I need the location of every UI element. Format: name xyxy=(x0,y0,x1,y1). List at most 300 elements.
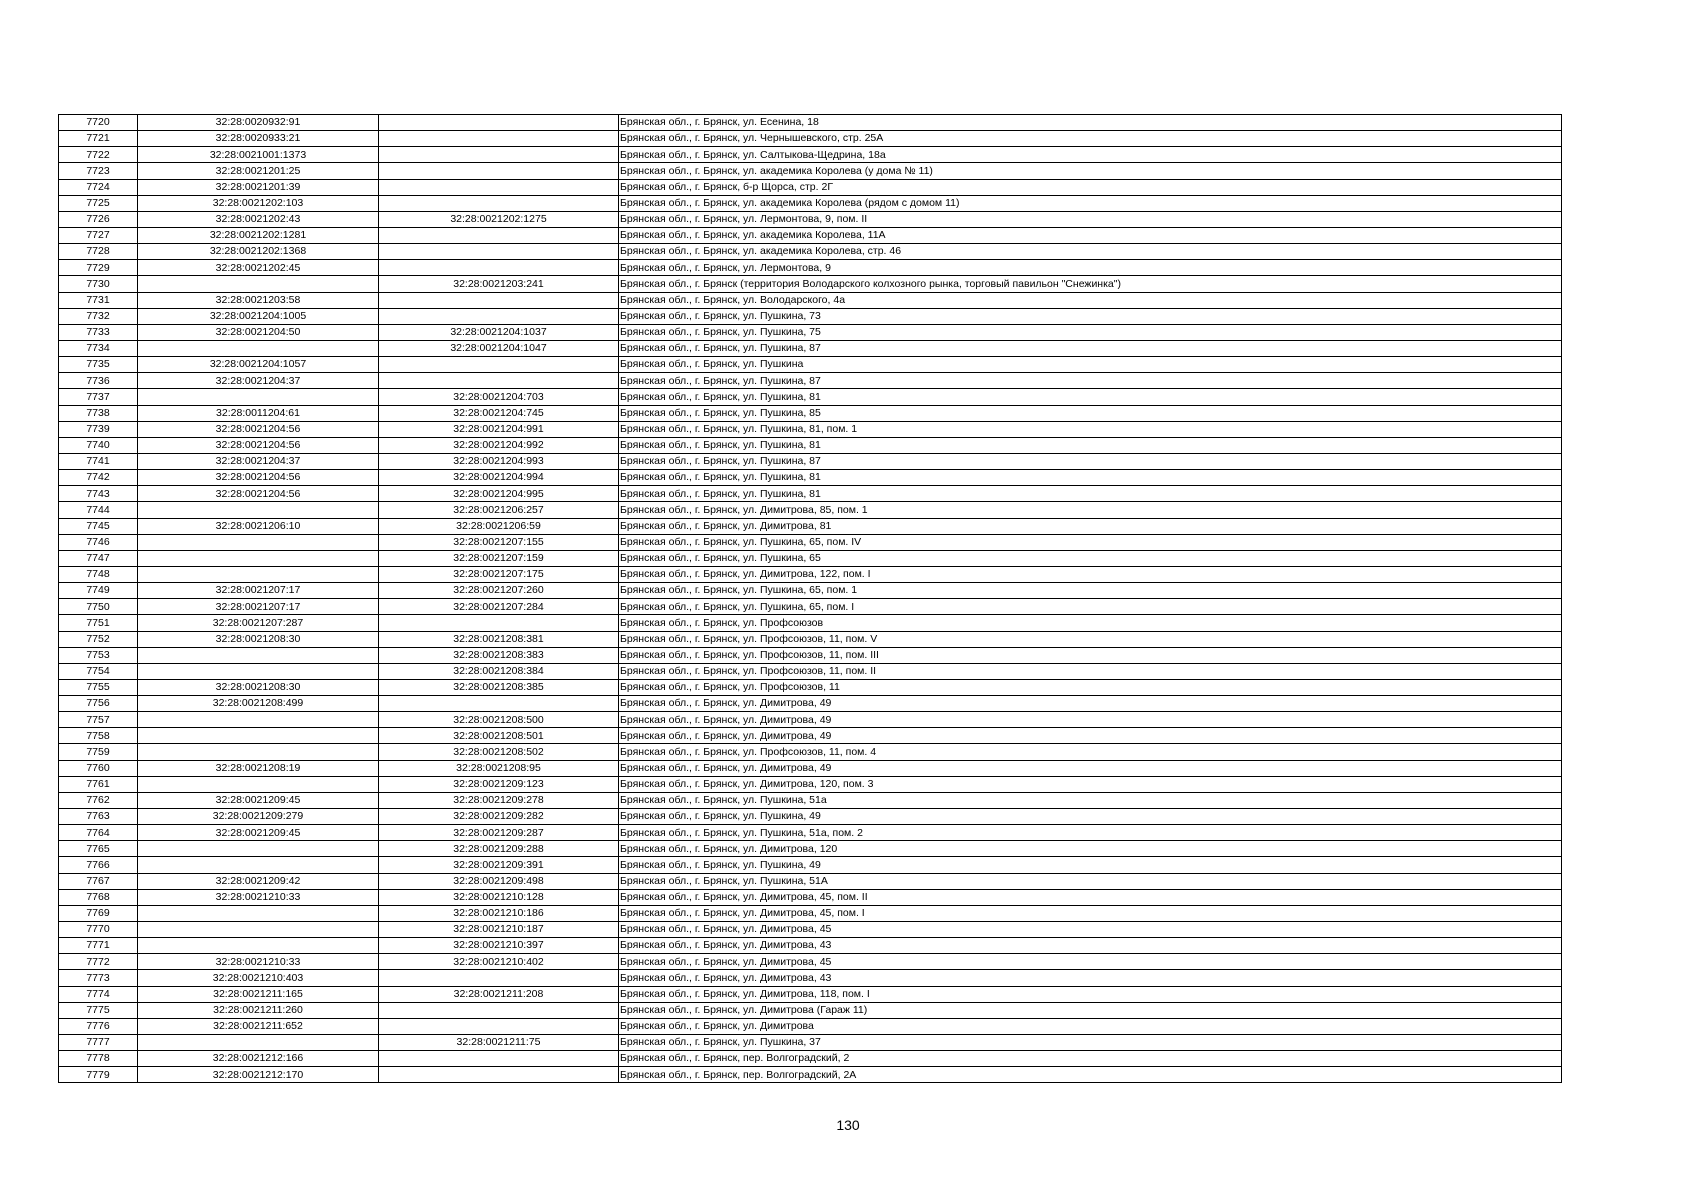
row-number-cell: 7739 xyxy=(59,421,138,437)
cadastral-number-cell: 32:28:0021202:1368 xyxy=(138,244,379,260)
row-number-cell: 7752 xyxy=(59,631,138,647)
building-cadastral-number-cell: 32:28:0021208:95 xyxy=(379,760,619,776)
building-cadastral-number-cell xyxy=(379,1051,619,1067)
table-row xyxy=(59,211,1562,227)
address-cell: Брянская обл., г. Брянск, ул. академика Королева, 11А xyxy=(619,227,1562,243)
cadastral-number-cell: 32:28:0021209:45 xyxy=(138,792,379,808)
building-cadastral-number-cell: 32:28:0021209:391 xyxy=(379,857,619,873)
row-number-cell: 7769 xyxy=(59,905,138,921)
table-row xyxy=(59,453,1562,469)
address-cell: Брянская обл., г. Брянск, ул. Лермонтова, 9 xyxy=(619,260,1562,276)
building-cadastral-number-cell xyxy=(379,131,619,147)
cadastral-number-cell: 32:28:0021209:279 xyxy=(138,809,379,825)
cadastral-number-cell: 32:28:0021208:19 xyxy=(138,760,379,776)
address-cell: Брянская обл., г. Брянск, ул. академика Королева (рядом с домом 11) xyxy=(619,195,1562,211)
building-cadastral-number-cell: 32:28:0021210:397 xyxy=(379,938,619,954)
row-number-cell: 7758 xyxy=(59,728,138,744)
row-number-cell: 7729 xyxy=(59,260,138,276)
row-number-cell: 7755 xyxy=(59,679,138,695)
address-cell: Брянская обл., г. Брянск, ул. Пушкина xyxy=(619,357,1562,373)
table-row xyxy=(59,566,1562,582)
row-number-cell: 7778 xyxy=(59,1051,138,1067)
address-cell: Брянская обл., г. Брянск, ул. академика Королева (у дома № 11) xyxy=(619,163,1562,179)
table-row xyxy=(59,502,1562,518)
building-cadastral-number-cell xyxy=(379,147,619,163)
cadastral-number-cell: 32:28:0021204:1005 xyxy=(138,308,379,324)
cadastral-number-cell: 32:28:0021204:56 xyxy=(138,421,379,437)
table-row xyxy=(59,696,1562,712)
building-cadastral-number-cell xyxy=(379,292,619,308)
building-cadastral-number-cell xyxy=(379,163,619,179)
row-number-cell: 7742 xyxy=(59,470,138,486)
address-cell: Брянская обл., г. Брянск, ул. Пушкина, 65 xyxy=(619,550,1562,566)
row-number-cell: 7777 xyxy=(59,1035,138,1051)
row-number-cell: 7764 xyxy=(59,825,138,841)
address-cell: Брянская обл., г. Брянск, ул. Димитрова, 45 xyxy=(619,922,1562,938)
table-row xyxy=(59,437,1562,453)
building-cadastral-number-cell: 32:28:0021210:187 xyxy=(379,922,619,938)
row-number-cell: 7773 xyxy=(59,970,138,986)
table-row xyxy=(59,679,1562,695)
row-number-cell: 7733 xyxy=(59,324,138,340)
cadastral-number-cell: 32:28:0021211:260 xyxy=(138,1002,379,1018)
row-number-cell: 7725 xyxy=(59,195,138,211)
building-cadastral-number-cell xyxy=(379,115,619,131)
building-cadastral-number-cell: 32:28:0021208:384 xyxy=(379,663,619,679)
building-cadastral-number-cell: 32:28:0021209:278 xyxy=(379,792,619,808)
building-cadastral-number-cell xyxy=(379,260,619,276)
address-cell: Брянская обл., г. Брянск, ул. Димитрова, 45, пом. I xyxy=(619,905,1562,921)
address-cell: Брянская обл., г. Брянск, ул. Пушкина, 75 xyxy=(619,324,1562,340)
cadastral-number-cell: 32:28:0021211:165 xyxy=(138,986,379,1002)
building-cadastral-number-cell: 32:28:0021209:288 xyxy=(379,841,619,857)
address-cell: Брянская обл., г. Брянск, ул. Лермонтова, 9, пом. II xyxy=(619,211,1562,227)
table-row xyxy=(59,647,1562,663)
building-cadastral-number-cell: 32:28:0021211:208 xyxy=(379,986,619,1002)
table-row xyxy=(59,970,1562,986)
address-cell: Брянская обл., г. Брянск, ул. Пушкина, 65, пом. 1 xyxy=(619,583,1562,599)
row-number-cell: 7735 xyxy=(59,357,138,373)
table-row xyxy=(59,615,1562,631)
address-cell: Брянская обл., г. Брянск, ул. Профсоюзов, 11 xyxy=(619,679,1562,695)
table-row xyxy=(59,1051,1562,1067)
cadastral-number-cell xyxy=(138,389,379,405)
building-cadastral-number-cell xyxy=(379,195,619,211)
building-cadastral-number-cell xyxy=(379,227,619,243)
table-row xyxy=(59,405,1562,421)
address-cell: Брянская обл., г. Брянск, ул. Пушкина, 51а, пом. 2 xyxy=(619,825,1562,841)
table-row xyxy=(59,905,1562,921)
table-row xyxy=(59,244,1562,260)
row-number-cell: 7723 xyxy=(59,163,138,179)
cadastral-number-cell: 32:28:0021209:45 xyxy=(138,825,379,841)
table-row xyxy=(59,631,1562,647)
address-cell: Брянская обл., г. Брянск, пер. Волгоградский, 2 xyxy=(619,1051,1562,1067)
address-cell: Брянская обл., г. Брянск, ул. Пушкина, 85 xyxy=(619,405,1562,421)
row-number-cell: 7770 xyxy=(59,922,138,938)
table-row xyxy=(59,115,1562,131)
row-number-cell: 7724 xyxy=(59,179,138,195)
address-cell: Брянская обл., г. Брянск, ул. Пушкина, 73 xyxy=(619,308,1562,324)
row-number-cell: 7749 xyxy=(59,583,138,599)
address-cell: Брянская обл., г. Брянск, ул. Димитрова, 43 xyxy=(619,970,1562,986)
building-cadastral-number-cell xyxy=(379,1018,619,1034)
row-number-cell: 7771 xyxy=(59,938,138,954)
address-cell: Брянская обл., г. Брянск, ул. Димитрова, 118, пом. I xyxy=(619,986,1562,1002)
address-cell: Брянская обл., г. Брянск, ул. Димитрова, 120, пом. 3 xyxy=(619,776,1562,792)
address-cell: Брянская обл., г. Брянск, ул. Профсоюзов, 11, пом. II xyxy=(619,663,1562,679)
address-cell: Брянская обл., г. Брянск, ул. Профсоюзов, 11, пом. III xyxy=(619,647,1562,663)
cadastral-number-cell xyxy=(138,340,379,356)
building-cadastral-number-cell: 32:28:0021208:381 xyxy=(379,631,619,647)
building-cadastral-number-cell xyxy=(379,1002,619,1018)
cadastral-number-cell xyxy=(138,566,379,582)
building-cadastral-number-cell: 32:28:0021204:995 xyxy=(379,486,619,502)
table-row xyxy=(59,776,1562,792)
cadastral-number-cell xyxy=(138,276,379,292)
row-number-cell: 7761 xyxy=(59,776,138,792)
address-cell: Брянская обл., г. Брянск, ул. Профсоюзов, 11, пом. 4 xyxy=(619,744,1562,760)
building-cadastral-number-cell: 32:28:0021203:241 xyxy=(379,276,619,292)
row-number-cell: 7741 xyxy=(59,453,138,469)
building-cadastral-number-cell xyxy=(379,179,619,195)
address-cell: Брянская обл., г. Брянск, ул. Пушкина, 87 xyxy=(619,340,1562,356)
building-cadastral-number-cell: 32:28:0021206:257 xyxy=(379,502,619,518)
building-cadastral-number-cell: 32:28:0021204:1047 xyxy=(379,340,619,356)
address-cell: Брянская обл., г. Брянск, ул. Пушкина, 49 xyxy=(619,857,1562,873)
building-cadastral-number-cell xyxy=(379,373,619,389)
cadastral-number-cell xyxy=(138,728,379,744)
address-cell: Брянская обл., г. Брянск, ул. Пушкина, 49 xyxy=(619,809,1562,825)
cadastral-number-cell: 32:28:0021210:33 xyxy=(138,954,379,970)
building-cadastral-number-cell xyxy=(379,615,619,631)
table-row xyxy=(59,292,1562,308)
address-cell: Брянская обл., г. Брянск, ул. Пушкина, 51А xyxy=(619,873,1562,889)
table-row xyxy=(59,825,1562,841)
building-cadastral-number-cell: 32:28:0021209:123 xyxy=(379,776,619,792)
row-number-cell: 7753 xyxy=(59,647,138,663)
table-row xyxy=(59,744,1562,760)
table-row xyxy=(59,809,1562,825)
cadastral-number-cell: 32:28:0021204:50 xyxy=(138,324,379,340)
address-cell: Брянская обл., г. Брянск, ул. Пушкина, 65, пом. IV xyxy=(619,534,1562,550)
address-cell: Брянская обл., г. Брянск, ул. Пушкина, 51а xyxy=(619,792,1562,808)
building-cadastral-number-cell: 32:28:0021209:498 xyxy=(379,873,619,889)
table-row xyxy=(59,373,1562,389)
address-cell: Брянская обл., г. Брянск, ул. Димитрова xyxy=(619,1018,1562,1034)
row-number-cell: 7732 xyxy=(59,308,138,324)
address-cell: Брянская обл., г. Брянск, ул. Профсоюзов, 11, пом. V xyxy=(619,631,1562,647)
building-cadastral-number-cell: 32:28:0021207:159 xyxy=(379,550,619,566)
table-row xyxy=(59,147,1562,163)
address-cell: Брянская обл., г. Брянск, ул. академика Королева, стр. 46 xyxy=(619,244,1562,260)
address-cell: Брянская обл., г. Брянск, ул. Димитрова, 49 xyxy=(619,712,1562,728)
address-cell: Брянская обл., г. Брянск, ул. Пушкина, 81, пом. 1 xyxy=(619,421,1562,437)
table-row xyxy=(59,389,1562,405)
table-row xyxy=(59,340,1562,356)
cadastral-number-cell: 32:28:0021204:37 xyxy=(138,373,379,389)
table-row xyxy=(59,534,1562,550)
building-cadastral-number-cell: 32:28:0021210:186 xyxy=(379,905,619,921)
address-cell: Брянская обл., г. Брянск, ул. Пушкина, 81 xyxy=(619,470,1562,486)
building-cadastral-number-cell: 32:28:0021207:284 xyxy=(379,599,619,615)
row-number-cell: 7747 xyxy=(59,550,138,566)
table-row xyxy=(59,599,1562,615)
building-cadastral-number-cell xyxy=(379,357,619,373)
table-row xyxy=(59,792,1562,808)
cadastral-number-cell: 32:28:0021204:1057 xyxy=(138,357,379,373)
cadastral-number-cell: 32:28:0021204:37 xyxy=(138,453,379,469)
building-cadastral-number-cell xyxy=(379,696,619,712)
table-row xyxy=(59,1035,1562,1051)
cadastral-number-cell: 32:28:0021208:30 xyxy=(138,679,379,695)
address-cell: Брянская обл., г. Брянск, ул. Володарского, 4а xyxy=(619,292,1562,308)
table-row xyxy=(59,938,1562,954)
building-cadastral-number-cell: 32:28:0021208:383 xyxy=(379,647,619,663)
building-cadastral-number-cell xyxy=(379,244,619,260)
cadastral-number-cell: 32:28:0021202:103 xyxy=(138,195,379,211)
cadastral-number-cell: 32:28:0021001:1373 xyxy=(138,147,379,163)
row-number-cell: 7760 xyxy=(59,760,138,776)
row-number-cell: 7775 xyxy=(59,1002,138,1018)
cadastral-number-cell xyxy=(138,841,379,857)
cadastral-number-cell: 32:28:0021208:499 xyxy=(138,696,379,712)
table-row xyxy=(59,324,1562,340)
table-row xyxy=(59,954,1562,970)
table-row xyxy=(59,922,1562,938)
cadastral-number-cell: 32:28:0021206:10 xyxy=(138,518,379,534)
cadastral-number-cell xyxy=(138,922,379,938)
row-number-cell: 7721 xyxy=(59,131,138,147)
address-cell: Брянская обл., г. Брянск, ул. Пушкина, 81 xyxy=(619,389,1562,405)
table-row xyxy=(59,518,1562,534)
table-row xyxy=(59,1002,1562,1018)
address-cell: Брянская обл., г. Брянск, ул. Салтыкова-Щедрина, 18а xyxy=(619,147,1562,163)
row-number-cell: 7720 xyxy=(59,115,138,131)
cadastral-number-cell: 32:28:0011204:61 xyxy=(138,405,379,421)
row-number-cell: 7779 xyxy=(59,1067,138,1083)
table-row xyxy=(59,550,1562,566)
page-number: 130 xyxy=(836,1117,860,1133)
row-number-cell: 7722 xyxy=(59,147,138,163)
row-number-cell: 7738 xyxy=(59,405,138,421)
building-cadastral-number-cell: 32:28:0021210:128 xyxy=(379,889,619,905)
address-cell: Брянская обл., г. Брянск, ул. Чернышевского, стр. 25А xyxy=(619,131,1562,147)
building-cadastral-number-cell: 32:28:0021204:991 xyxy=(379,421,619,437)
cadastral-number-cell: 32:28:0021201:25 xyxy=(138,163,379,179)
row-number-cell: 7762 xyxy=(59,792,138,808)
row-number-cell: 7767 xyxy=(59,873,138,889)
cadastral-number-cell: 32:28:0021207:287 xyxy=(138,615,379,631)
cadastral-number-cell xyxy=(138,534,379,550)
row-number-cell: 7751 xyxy=(59,615,138,631)
address-cell: Брянская обл., г. Брянск, ул. Димитрова, 49 xyxy=(619,728,1562,744)
cadastral-number-cell xyxy=(138,744,379,760)
building-cadastral-number-cell: 32:28:0021208:502 xyxy=(379,744,619,760)
building-cadastral-number-cell: 32:28:0021207:175 xyxy=(379,566,619,582)
cadastral-number-cell xyxy=(138,550,379,566)
address-cell: Брянская обл., г. Брянск, ул. Димитрова, 81 xyxy=(619,518,1562,534)
cadastral-number-cell: 32:28:0021204:56 xyxy=(138,470,379,486)
address-cell: Брянская обл., г. Брянск, ул. Пушкина, 81 xyxy=(619,486,1562,502)
building-cadastral-number-cell: 32:28:0021204:745 xyxy=(379,405,619,421)
cadastral-number-cell: 32:28:0021201:39 xyxy=(138,179,379,195)
address-cell: Брянская обл., г. Брянск, ул. Пушкина, 81 xyxy=(619,437,1562,453)
address-cell: Брянская обл., г. Брянск, ул. Профсоюзов xyxy=(619,615,1562,631)
cadastral-number-cell: 32:28:0020932:91 xyxy=(138,115,379,131)
building-cadastral-number-cell: 32:28:0021204:993 xyxy=(379,453,619,469)
cadastral-number-cell: 32:28:0021211:652 xyxy=(138,1018,379,1034)
cadastral-number-cell: 32:28:0021207:17 xyxy=(138,583,379,599)
cadastral-number-cell: 32:28:0021204:56 xyxy=(138,437,379,453)
address-cell: Брянская обл., г. Брянск, ул. Димитрова, 45 xyxy=(619,954,1562,970)
row-number-cell: 7744 xyxy=(59,502,138,518)
table-row xyxy=(59,889,1562,905)
cadastral-number-cell xyxy=(138,663,379,679)
building-cadastral-number-cell: 32:28:0021207:260 xyxy=(379,583,619,599)
cadastral-number-cell xyxy=(138,1035,379,1051)
address-cell: Брянская обл., г. Брянск, ул. Пушкина, 65, пом. I xyxy=(619,599,1562,615)
cadastral-number-cell xyxy=(138,938,379,954)
table-row xyxy=(59,760,1562,776)
address-cell: Брянская обл., г. Брянск, ул. Димитрова, 49 xyxy=(619,696,1562,712)
table-row xyxy=(59,276,1562,292)
building-cadastral-number-cell: 32:28:0021210:402 xyxy=(379,954,619,970)
cadastral-number-cell xyxy=(138,905,379,921)
table-row xyxy=(59,308,1562,324)
address-cell: Брянская обл., г. Брянск, ул. Есенина, 18 xyxy=(619,115,1562,131)
row-number-cell: 7728 xyxy=(59,244,138,260)
address-cell: Брянская обл., г. Брянск, ул. Димитрова, 85, пом. 1 xyxy=(619,502,1562,518)
address-cell: Брянская обл., г. Брянск, ул. Димитрова, 120 xyxy=(619,841,1562,857)
table-row xyxy=(59,841,1562,857)
registry-table xyxy=(58,114,1562,1083)
address-cell: Брянская обл., г. Брянск, ул. Димитрова, 122, пом. I xyxy=(619,566,1562,582)
table-row xyxy=(59,357,1562,373)
address-cell: Брянская обл., г. Брянск, пер. Волгоградский, 2А xyxy=(619,1067,1562,1083)
row-number-cell: 7727 xyxy=(59,227,138,243)
cadastral-number-cell xyxy=(138,712,379,728)
table-row xyxy=(59,179,1562,195)
cadastral-number-cell xyxy=(138,857,379,873)
row-number-cell: 7776 xyxy=(59,1018,138,1034)
building-cadastral-number-cell: 32:28:0021204:992 xyxy=(379,437,619,453)
address-cell: Брянская обл., г. Брянск, ул. Димитрова (Гараж 11) xyxy=(619,1002,1562,1018)
building-cadastral-number-cell: 32:28:0021209:282 xyxy=(379,809,619,825)
row-number-cell: 7768 xyxy=(59,889,138,905)
cadastral-number-cell: 32:28:0021210:33 xyxy=(138,889,379,905)
building-cadastral-number-cell: 32:28:0021208:500 xyxy=(379,712,619,728)
table-row xyxy=(59,163,1562,179)
building-cadastral-number-cell: 32:28:0021204:994 xyxy=(379,470,619,486)
row-number-cell: 7740 xyxy=(59,437,138,453)
table-row xyxy=(59,663,1562,679)
table-row xyxy=(59,421,1562,437)
building-cadastral-number-cell xyxy=(379,308,619,324)
row-number-cell: 7763 xyxy=(59,809,138,825)
address-cell: Брянская обл., г. Брянск, ул. Пушкина, 87 xyxy=(619,453,1562,469)
row-number-cell: 7772 xyxy=(59,954,138,970)
building-cadastral-number-cell xyxy=(379,1067,619,1083)
cadastral-number-cell: 32:28:0021212:170 xyxy=(138,1067,379,1083)
row-number-cell: 7736 xyxy=(59,373,138,389)
building-cadastral-number-cell: 32:28:0021204:703 xyxy=(379,389,619,405)
address-cell: Брянская обл., г. Брянск, ул. Димитрова, 49 xyxy=(619,760,1562,776)
row-number-cell: 7759 xyxy=(59,744,138,760)
table-row xyxy=(59,195,1562,211)
cadastral-number-cell xyxy=(138,647,379,663)
row-number-cell: 7743 xyxy=(59,486,138,502)
address-cell: Брянская обл., г. Брянск (территория Володарского колхозного рынка, торговый павильон "Снежинка") xyxy=(619,276,1562,292)
row-number-cell: 7734 xyxy=(59,340,138,356)
table-row xyxy=(59,470,1562,486)
row-number-cell: 7766 xyxy=(59,857,138,873)
building-cadastral-number-cell: 32:28:0021202:1275 xyxy=(379,211,619,227)
row-number-cell: 7726 xyxy=(59,211,138,227)
cadastral-number-cell: 32:28:0021202:43 xyxy=(138,211,379,227)
table-row xyxy=(59,131,1562,147)
row-number-cell: 7757 xyxy=(59,712,138,728)
row-number-cell: 7754 xyxy=(59,663,138,679)
building-cadastral-number-cell: 32:28:0021206:59 xyxy=(379,518,619,534)
building-cadastral-number-cell: 32:28:0021208:385 xyxy=(379,679,619,695)
table-row xyxy=(59,227,1562,243)
row-number-cell: 7730 xyxy=(59,276,138,292)
row-number-cell: 7774 xyxy=(59,986,138,1002)
cadastral-number-cell: 32:28:0021209:42 xyxy=(138,873,379,889)
cadastral-number-cell: 32:28:0021202:45 xyxy=(138,260,379,276)
table-row xyxy=(59,728,1562,744)
table-row xyxy=(59,873,1562,889)
table-row xyxy=(59,857,1562,873)
row-number-cell: 7756 xyxy=(59,696,138,712)
table-row xyxy=(59,486,1562,502)
cadastral-number-cell: 32:28:0021212:166 xyxy=(138,1051,379,1067)
cadastral-number-cell xyxy=(138,776,379,792)
building-cadastral-number-cell: 32:28:0021207:155 xyxy=(379,534,619,550)
cadastral-number-cell: 32:28:0020933:21 xyxy=(138,131,379,147)
building-cadastral-number-cell: 32:28:0021209:287 xyxy=(379,825,619,841)
row-number-cell: 7731 xyxy=(59,292,138,308)
table-row xyxy=(59,986,1562,1002)
address-cell: Брянская обл., г. Брянск, ул. Пушкина, 87 xyxy=(619,373,1562,389)
row-number-cell: 7746 xyxy=(59,534,138,550)
cadastral-number-cell xyxy=(138,502,379,518)
table-row xyxy=(59,712,1562,728)
cadastral-number-cell: 32:28:0021207:17 xyxy=(138,599,379,615)
table-row xyxy=(59,1067,1562,1083)
address-cell: Брянская обл., г. Брянск, б-р Щорса, стр. 2Г xyxy=(619,179,1562,195)
row-number-cell: 7750 xyxy=(59,599,138,615)
address-cell: Брянская обл., г. Брянск, ул. Димитрова, 45, пом. II xyxy=(619,889,1562,905)
row-number-cell: 7748 xyxy=(59,566,138,582)
cadastral-number-cell: 32:28:0021203:58 xyxy=(138,292,379,308)
building-cadastral-number-cell: 32:28:0021211:75 xyxy=(379,1035,619,1051)
cadastral-number-cell: 32:28:0021204:56 xyxy=(138,486,379,502)
cadastral-number-cell: 32:28:0021210:403 xyxy=(138,970,379,986)
cadastral-number-cell: 32:28:0021208:30 xyxy=(138,631,379,647)
building-cadastral-number-cell: 32:28:0021208:501 xyxy=(379,728,619,744)
registry-table-body xyxy=(59,115,1562,1083)
address-cell: Брянская обл., г. Брянск, ул. Пушкина, 37 xyxy=(619,1035,1562,1051)
table-row xyxy=(59,260,1562,276)
cadastral-number-cell: 32:28:0021202:1281 xyxy=(138,227,379,243)
row-number-cell: 7737 xyxy=(59,389,138,405)
building-cadastral-number-cell: 32:28:0021204:1037 xyxy=(379,324,619,340)
building-cadastral-number-cell xyxy=(379,970,619,986)
address-cell: Брянская обл., г. Брянск, ул. Димитрова, 43 xyxy=(619,938,1562,954)
row-number-cell: 7765 xyxy=(59,841,138,857)
